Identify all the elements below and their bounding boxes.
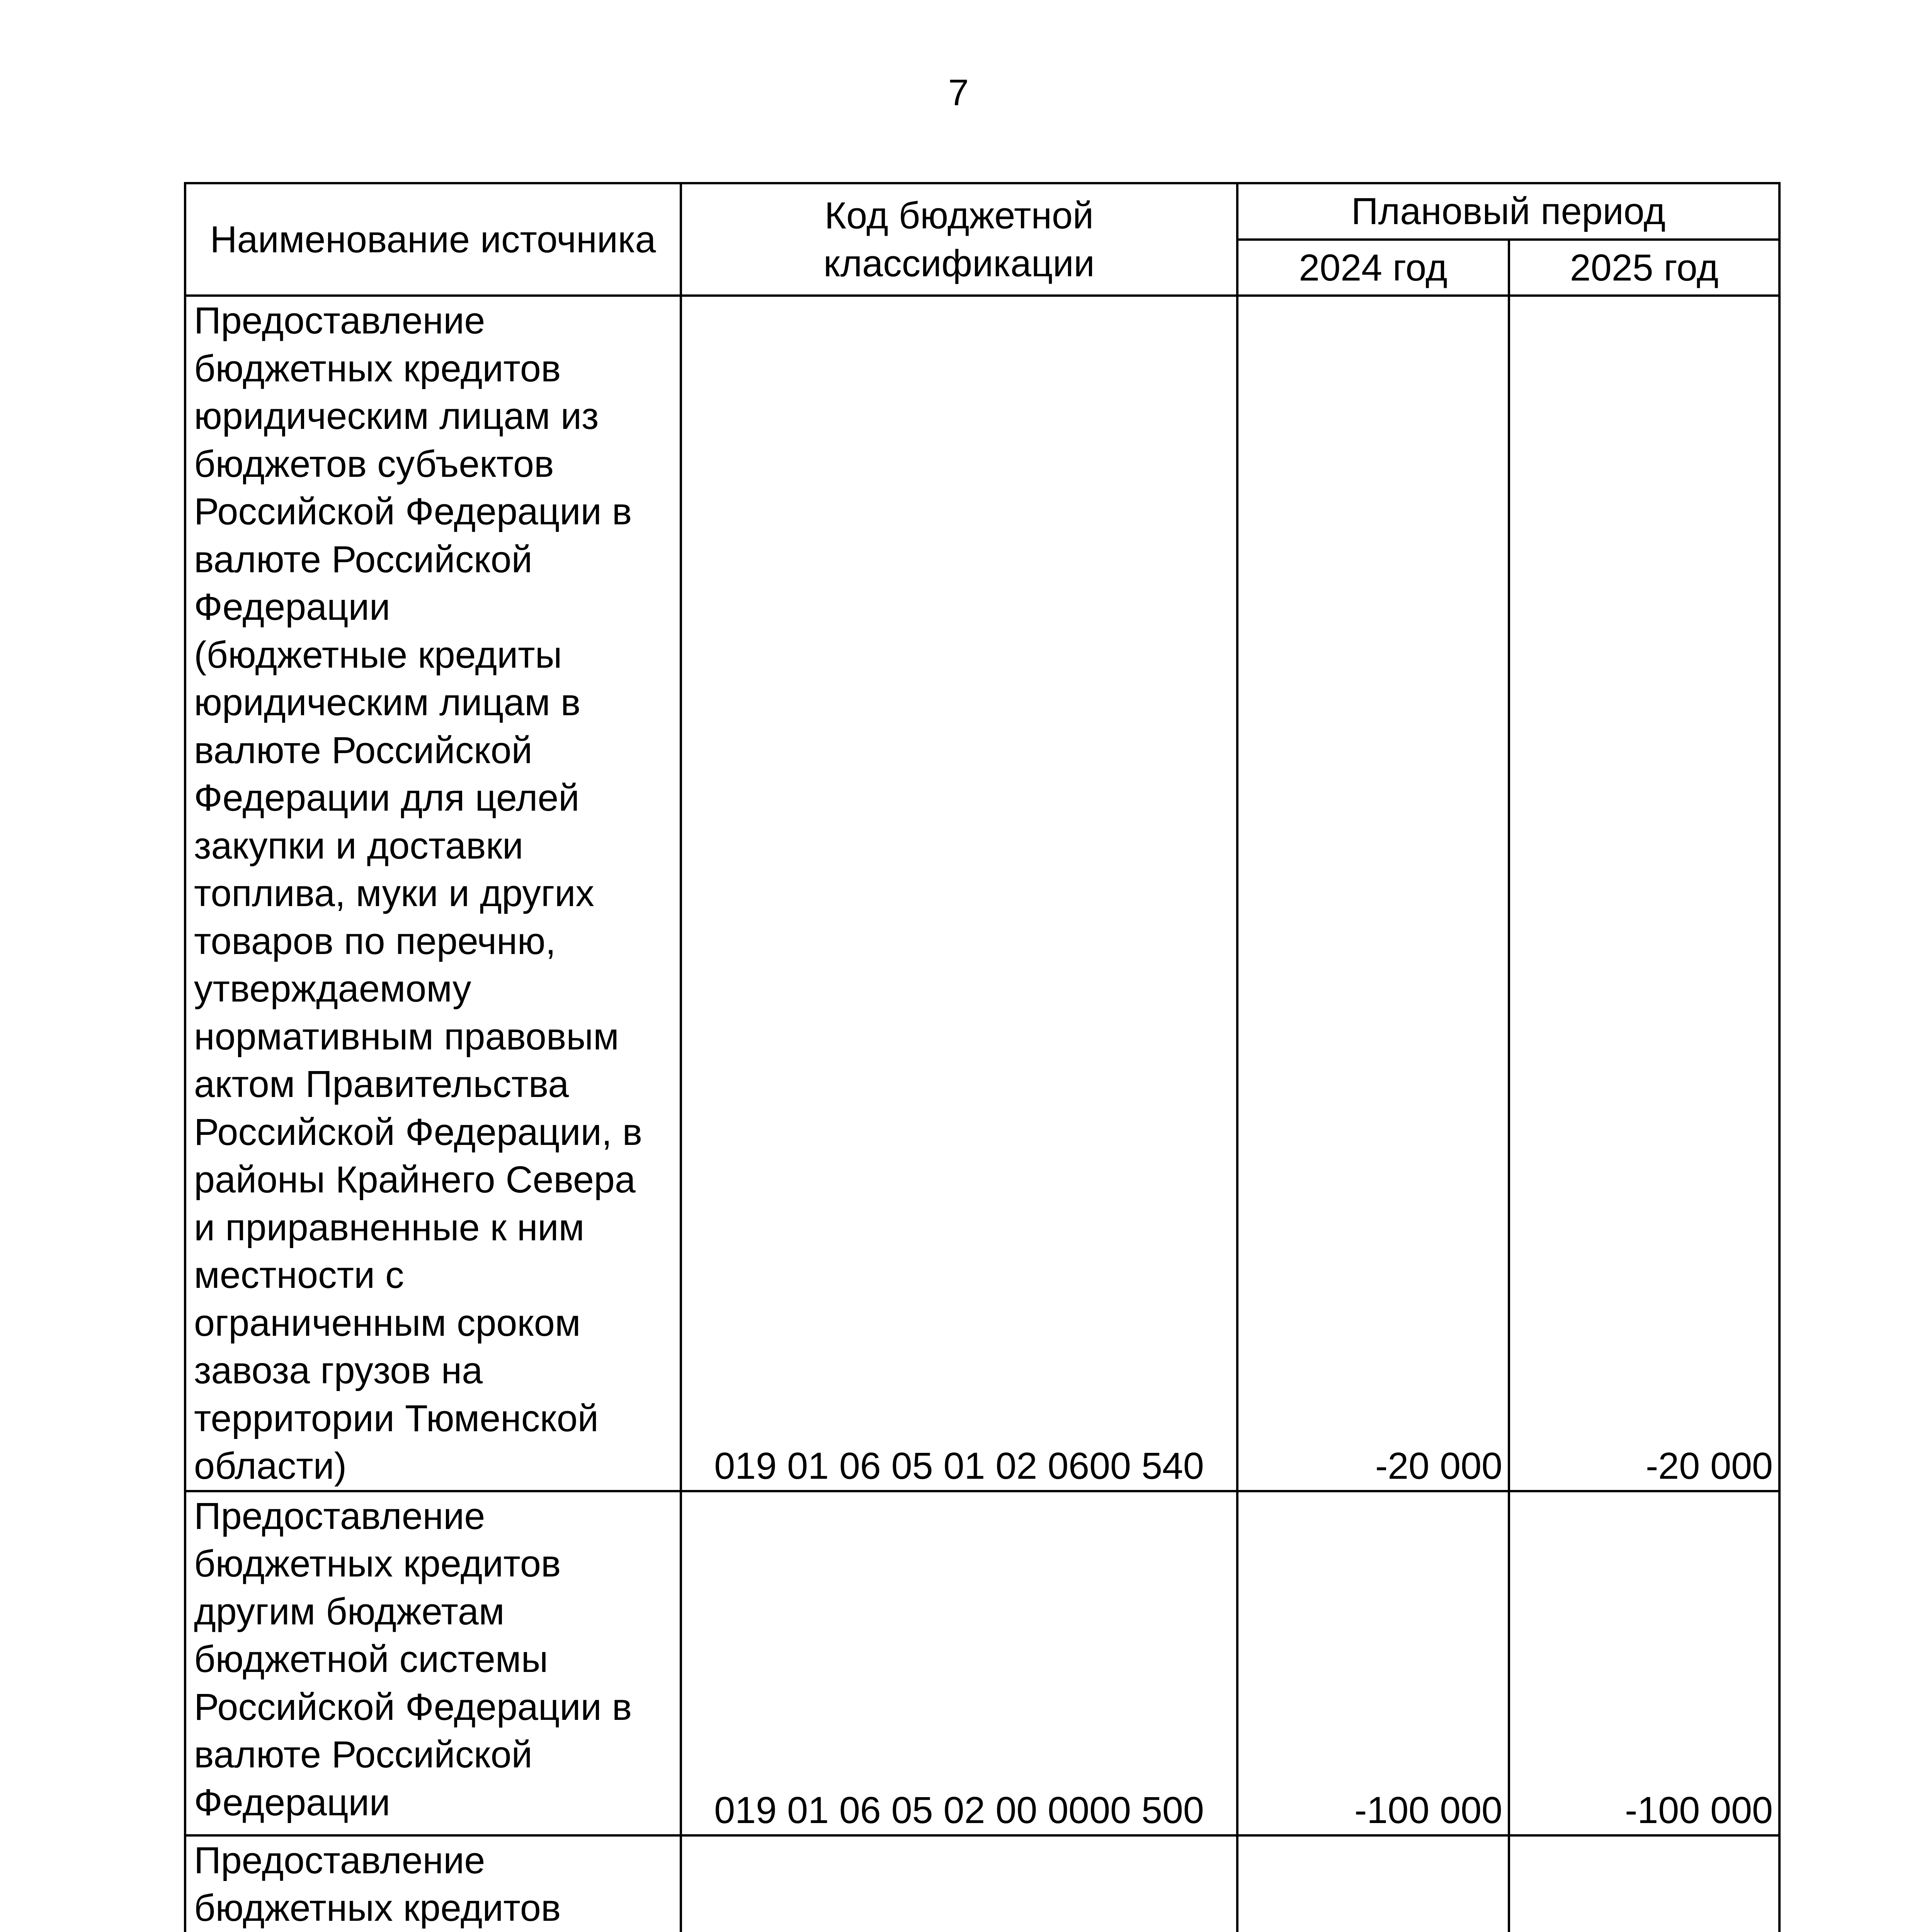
- row-amount-2024: -100 000: [1237, 1491, 1509, 1835]
- row-amount-2024: -20 000: [1237, 296, 1509, 1491]
- table-row: [185, 1491, 1779, 1835]
- row-budget-code: 019 01 06 05 02 00 0000 500: [681, 1491, 1237, 1835]
- header-budget-code: Код бюджетной классификации: [681, 183, 1237, 296]
- table-row: [185, 1835, 1779, 1932]
- row-source-name: Предоставление бюджетных кредитов: [185, 1835, 681, 1932]
- header-year-2025: 2025 год: [1509, 240, 1779, 296]
- header-year-2024: 2024 год: [1237, 240, 1509, 296]
- header-source-name: Наименование источника: [185, 183, 681, 296]
- header-planning-period: Плановый период: [1237, 183, 1779, 240]
- table-row: [185, 296, 1779, 1491]
- table-header-row: [185, 183, 1779, 240]
- row-source-name: Предоставление бюджетных кредитов другим бюджетам бюджетной системы Российской Федерации в валюте Российской Федерации: [185, 1491, 681, 1835]
- row-amount-2025: -100 000: [1509, 1491, 1779, 1835]
- row-budget-code: 019 01 06 05 01 02 0600 540: [681, 296, 1237, 1491]
- row-amount-2024: [1237, 1835, 1509, 1932]
- budget-sources-table: [184, 182, 1781, 1932]
- row-source-name: Предоставление бюджетных кредитов юридическим лицам из бюджетов субъектов Российской Федерации в валюте Российской Федерации (бюджетные кредиты юридическим лицам в валюте Российской Федерации для целей закупки и доставки топлива, муки и других товаров по перечню, утверждаемому нормативным правовым актом Правительства Российской Федерации, в районы Крайнего Севера и приравненные к ним местности с ограниченным сроком завоза грузов на территории Тюменской области): [185, 296, 681, 1491]
- row-budget-code: [681, 1835, 1237, 1932]
- page-number: 7: [948, 72, 969, 113]
- row-amount-2025: -20 000: [1509, 296, 1779, 1491]
- row-amount-2025: [1509, 1835, 1779, 1932]
